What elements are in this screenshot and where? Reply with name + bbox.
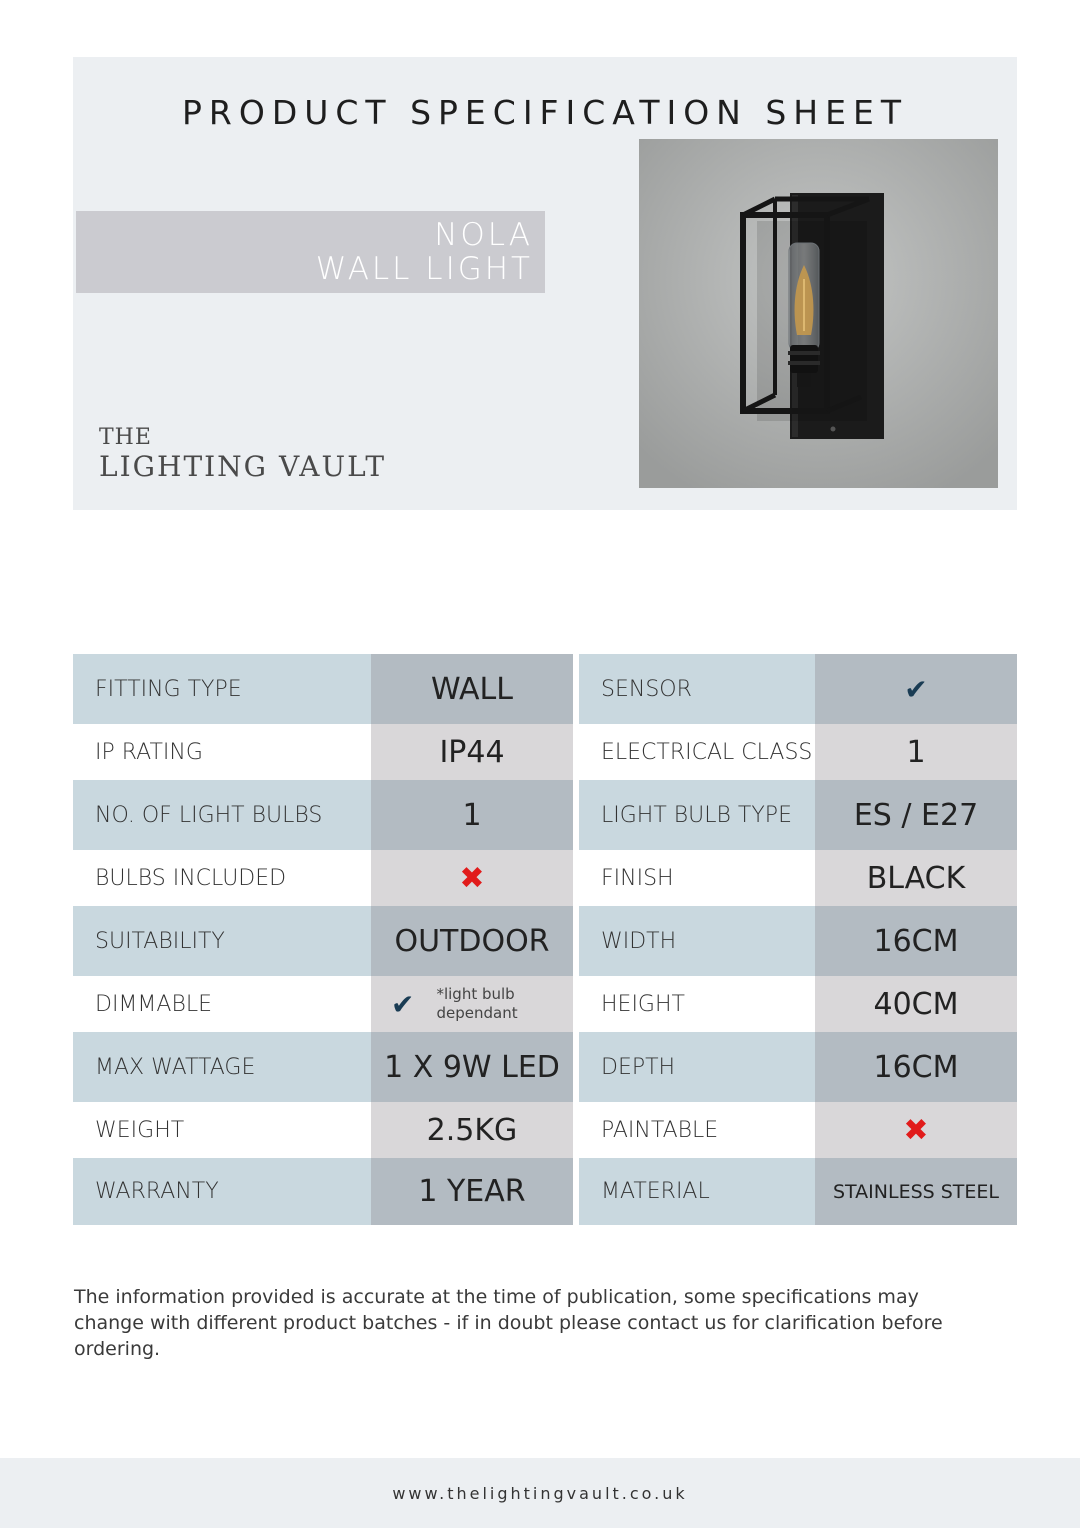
cross-icon: ✖ xyxy=(459,860,485,896)
spec-label: FINISH xyxy=(579,850,815,906)
spec-value xyxy=(371,1102,573,1158)
spec-label: FITTING TYPE xyxy=(73,654,371,724)
spec-value xyxy=(815,724,1017,780)
spec-note: *light bulb dependant xyxy=(436,984,518,1022)
brand-line1: THE xyxy=(99,425,152,450)
spec-label: WEIGHT xyxy=(73,1102,371,1158)
product-name-line2: WALL LIGHT xyxy=(315,251,533,287)
product-photo xyxy=(639,139,998,488)
spec-label: IP RATING xyxy=(73,724,371,780)
website-url: www.thelightingvault.co.uk xyxy=(392,1483,688,1503)
spec-value xyxy=(815,850,1017,906)
cross-icon: ✖ xyxy=(903,1112,929,1148)
spec-value-text: 2.5KG xyxy=(426,1112,518,1148)
spec-value xyxy=(815,1158,1017,1225)
spec-value-text: WALL xyxy=(431,671,513,707)
check-icon: ✔ xyxy=(904,672,928,706)
spec-value xyxy=(815,1102,1017,1158)
spec-label: MAX WATTAGE xyxy=(73,1032,371,1102)
spec-label: DIMMABLE xyxy=(73,976,371,1032)
spec-label: MATERIAL xyxy=(579,1158,815,1225)
spec-value-text: 1 YEAR xyxy=(418,1174,526,1209)
spec-value-text: 1 xyxy=(462,797,482,833)
spec-label: SUITABILITY xyxy=(73,906,371,976)
spec-value xyxy=(371,724,573,780)
spec-value-text: BLACK xyxy=(866,860,966,896)
spec-value-text: 16CM xyxy=(873,1049,959,1085)
footer xyxy=(0,1458,1080,1528)
spec-value-text: 1 xyxy=(906,734,926,770)
spec-value xyxy=(371,976,573,1032)
check-icon: ✔ xyxy=(391,987,415,1021)
spec-value-text: IP44 xyxy=(439,734,505,770)
spec-value xyxy=(371,1032,573,1102)
spec-value xyxy=(815,976,1017,1032)
spec-label: DEPTH xyxy=(579,1032,815,1102)
brand-line2: LIGHTING VAULT xyxy=(99,450,387,483)
spec-label: SENSOR xyxy=(579,654,815,724)
header-panel xyxy=(73,57,1017,510)
wall-light-illustration xyxy=(639,139,998,488)
spec-value xyxy=(815,906,1017,976)
spec-value xyxy=(371,906,573,976)
spec-label: NO. OF LIGHT BULBS xyxy=(73,780,371,850)
disclaimer-text: The information provided is accurate at the time of publication, some specifications may change with different product batches - if in doubt please contact us for clarification before ordering. xyxy=(74,1286,943,1360)
spec-value-text: 40CM xyxy=(873,986,959,1022)
spec-value-text: 16CM xyxy=(873,923,959,959)
spec-table xyxy=(73,654,1017,1225)
spec-value-text: 1 X 9W LED xyxy=(384,1049,560,1085)
spec-value xyxy=(371,1158,573,1225)
spec-value xyxy=(815,654,1017,724)
spec-label: ELECTRICAL CLASS xyxy=(579,724,815,780)
spec-label: HEIGHT xyxy=(579,976,815,1032)
spec-value xyxy=(371,780,573,850)
spec-value xyxy=(815,780,1017,850)
spec-label: WIDTH xyxy=(579,906,815,976)
spec-value-text: OUTDOOR xyxy=(394,923,550,959)
spec-label: WARRANTY xyxy=(73,1158,371,1225)
spec-value xyxy=(371,654,573,724)
product-name-line1: NOLA xyxy=(434,217,533,253)
spec-label: LIGHT BULB TYPE xyxy=(579,780,815,850)
spec-label: BULBS INCLUDED xyxy=(73,850,371,906)
spec-value xyxy=(371,850,573,906)
spec-value xyxy=(815,1032,1017,1102)
brand-logo xyxy=(99,427,386,481)
spec-value-text: STAINLESS STEEL xyxy=(832,1180,1000,1203)
product-name-band xyxy=(76,211,545,293)
spec-value-text: ES / E27 xyxy=(853,797,979,833)
spec-label: PAINTABLE xyxy=(579,1102,815,1158)
sheet-title: PRODUCT SPECIFICATION SHEET xyxy=(182,93,908,132)
